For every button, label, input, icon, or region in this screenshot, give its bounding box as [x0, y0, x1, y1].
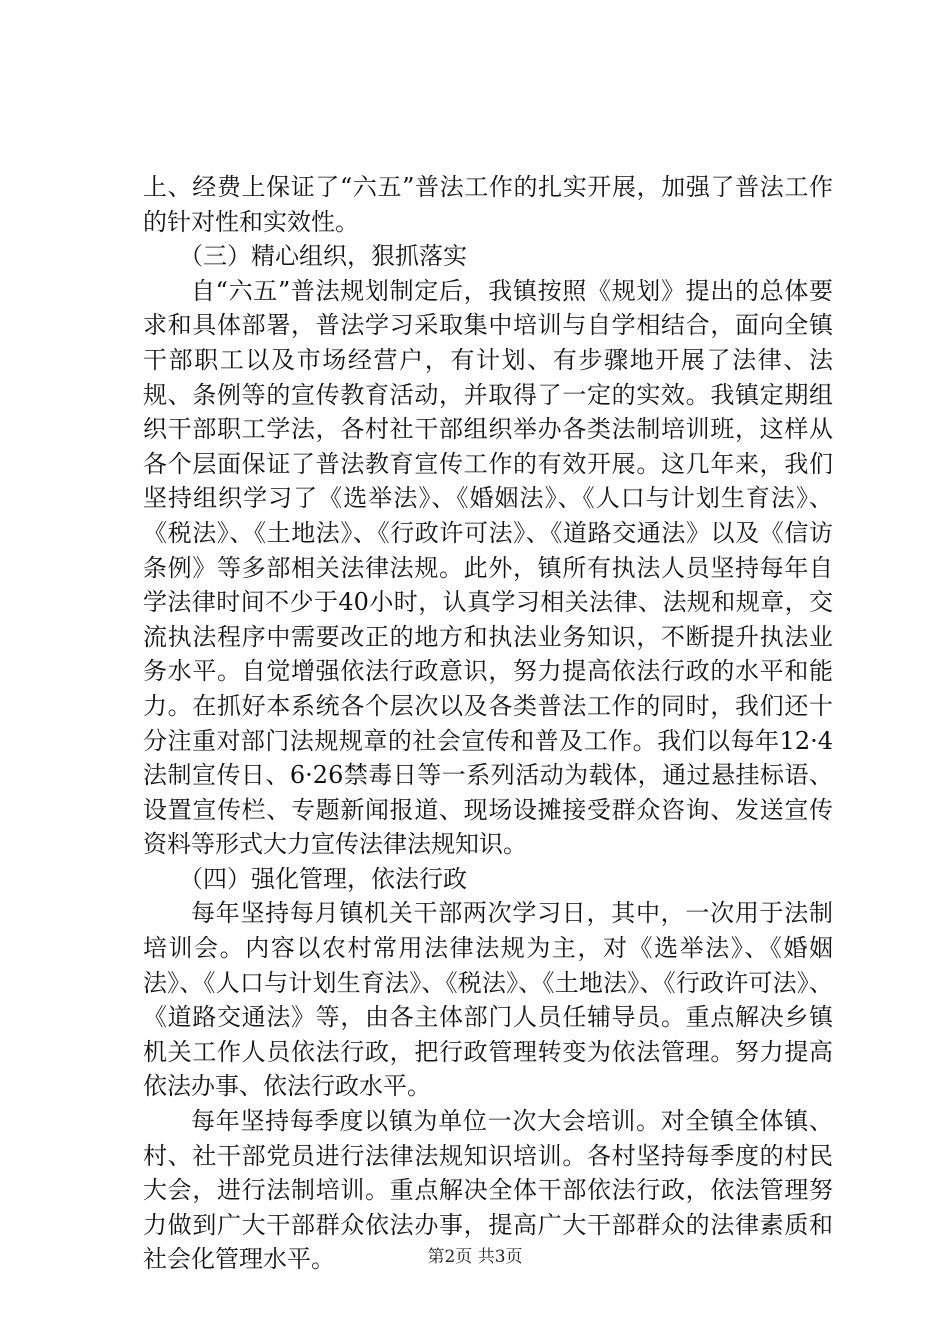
paragraph-quarterly-training: 每年坚持每季度以镇为单位一次大会培训。对全镇全体镇、村、社干部党员进行法律法规知识培训。各村坚持每季度的村民大会，进行法制培训。重点解决全体干部依法行政，依法管理努力做到广大干部群众依法办事，提高广大干部群众的法律素质和社会化管理水平。 — [143, 1107, 833, 1274]
paragraph-monthly-study: 每年坚持每月镇机关干部两次学习日，其中，一次用于法制培训会。内容以农村常用法律法规为主，对《选举法》、《婚姻法》、《人口与计划生育法》、《税法》、《土地法》、《行政许可法》、《道路交通法》等，由各主体部门人员任辅导员。重点解决乡镇机关工作人员依法行政，把行政管理转变为依法管理。努力提高依法办事、依法行政水平。 — [143, 899, 833, 1101]
paragraph-section-3: 自“六五”普法规划制定后，我镇按照《规划》提出的总体要求和具体部署，普法学习采取集中培训与自学相结合，面向全镇干部职工以及市场经营户，有计划、有步骤地开展了法律、法规、条例等的宣传教育活动，并取得了一定的实效。我镇定期组织干部职工学法，各村社干部组织举办各类法制培训班，这样从各个层面保证了普法教育宣传工作的有效开展。这几年来，我们坚持组织学习了《选举法》、《婚姻法》、《人口与计划生育法》、《税法》、《土地法》、《行政许可法》、《道路交通法》以及《信访条例》等多部相关法律法规。此外，镇所有执法人员坚持每年自学法律时间不少于40小时，认真学习相关法律、法规和规章，交流执法程序中需要改正的地方和执法业务知识，不断提升执法业务水平。自觉增强依法行政意识，努力提高依法行政的水平和能力。在抓好本系统各个层次以及各类普法工作的同时，我们还十分注重对部门法规规章的社会宣传和普及工作。我们以每年12·4法制宣传日、6·26禁毒日等一系列活动为载体，通过悬挂标语、设置宣传栏、专题新闻报道、现场设摊接受群众咨询、发送宣传资料等形式大力宣传法律法规知识。 — [143, 276, 833, 859]
section-heading-3: （三）精心组织，狠抓落实 — [179, 242, 467, 271]
document-body — [143, 170, 833, 1277]
page-number-footer: 第2页 共3页 — [427, 1247, 523, 1267]
section-heading-4: （四）强化管理，依法行政 — [179, 864, 467, 893]
paragraph-continuation: 上、经费上保证了“六五”普法工作的扎实开展，加强了普法工作的针对性和实效性。 — [143, 173, 833, 236]
